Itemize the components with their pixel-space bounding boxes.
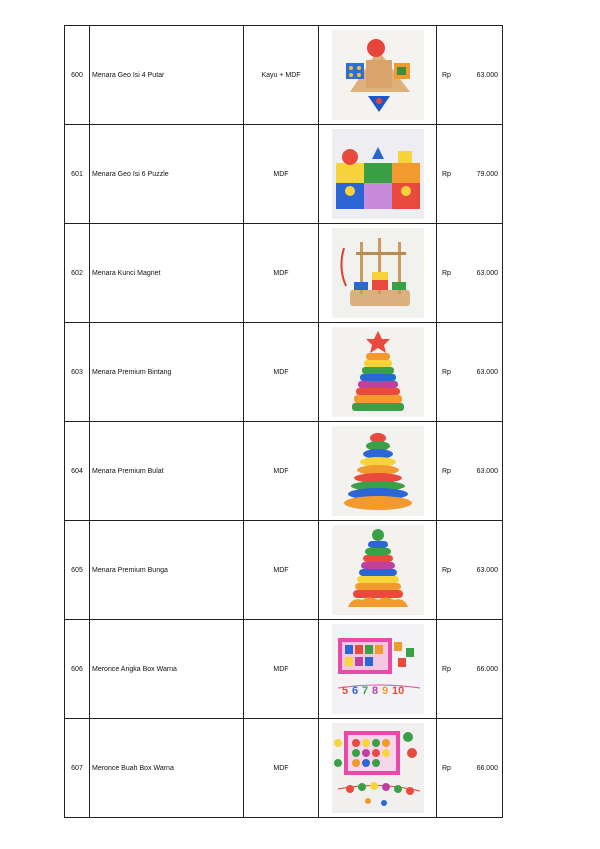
table-row (65, 26, 503, 125)
product-photo (332, 525, 424, 615)
svg-text:7: 7 (361, 685, 368, 697)
item-number: 606 (65, 620, 90, 719)
currency-label: Rp (442, 665, 451, 673)
table-row (65, 125, 503, 224)
currency-label: Rp (442, 566, 451, 574)
svg-text:8: 8 (371, 685, 378, 697)
item-name: Menara Premium Bulat (90, 422, 244, 521)
item-material: MDF (244, 521, 319, 620)
item-number: 603 (65, 323, 90, 422)
product-photo (332, 723, 424, 813)
item-price: 63.000 (476, 71, 498, 79)
item-material: Kayu + MDF (244, 26, 319, 125)
currency-label: Rp (442, 368, 451, 376)
item-number: 604 (65, 422, 90, 521)
table-row (65, 422, 503, 521)
currency-label: Rp (442, 170, 451, 178)
item-name: Menara Geo Isi 4 Putar (90, 26, 244, 125)
item-name: Menara Geo Isi 6 Puzzle (90, 125, 244, 224)
svg-text:6: 6 (351, 685, 358, 697)
currency-label: Rp (442, 71, 451, 79)
table-row (65, 719, 503, 818)
product-photo (332, 228, 424, 318)
item-name: Meronce Angka Box Warna (90, 620, 244, 719)
product-photo (332, 327, 424, 417)
svg-text:9: 9 (381, 685, 388, 697)
table-row (65, 521, 503, 620)
currency-label: Rp (442, 764, 451, 772)
item-price: 63.000 (476, 467, 498, 475)
table-row (65, 323, 503, 422)
item-price: 63.000 (476, 269, 498, 277)
currency-label: Rp (442, 269, 451, 277)
product-photo (332, 129, 424, 219)
item-material: MDF (244, 125, 319, 224)
product-table (64, 25, 503, 818)
item-number: 601 (65, 125, 90, 224)
product-photo (332, 426, 424, 516)
item-price: 63.000 (476, 368, 498, 376)
item-name: Menara Kunci Magnet (90, 224, 244, 323)
item-number: 600 (65, 26, 90, 125)
svg-text:10: 10 (391, 685, 404, 697)
table-row (65, 224, 503, 323)
item-name: Menara Premium Bunga (90, 521, 244, 620)
item-material: MDF (244, 719, 319, 818)
item-material: MDF (244, 224, 319, 323)
item-material: MDF (244, 620, 319, 719)
item-material: MDF (244, 422, 319, 521)
item-number: 605 (65, 521, 90, 620)
table-row (65, 620, 503, 719)
item-material: MDF (244, 323, 319, 422)
product-photo (332, 624, 424, 714)
item-price: 66.000 (476, 764, 498, 772)
item-number: 602 (65, 224, 90, 323)
item-price: 79.000 (476, 170, 498, 178)
item-name: Menara Premium Bintang (90, 323, 244, 422)
item-price: 63.000 (476, 566, 498, 574)
item-number: 607 (65, 719, 90, 818)
currency-label: Rp (442, 467, 451, 475)
svg-text:5: 5 (341, 685, 348, 697)
item-name: Meronce Buah Box Warna (90, 719, 244, 818)
item-price: 66.000 (476, 665, 498, 673)
product-photo (332, 30, 424, 120)
